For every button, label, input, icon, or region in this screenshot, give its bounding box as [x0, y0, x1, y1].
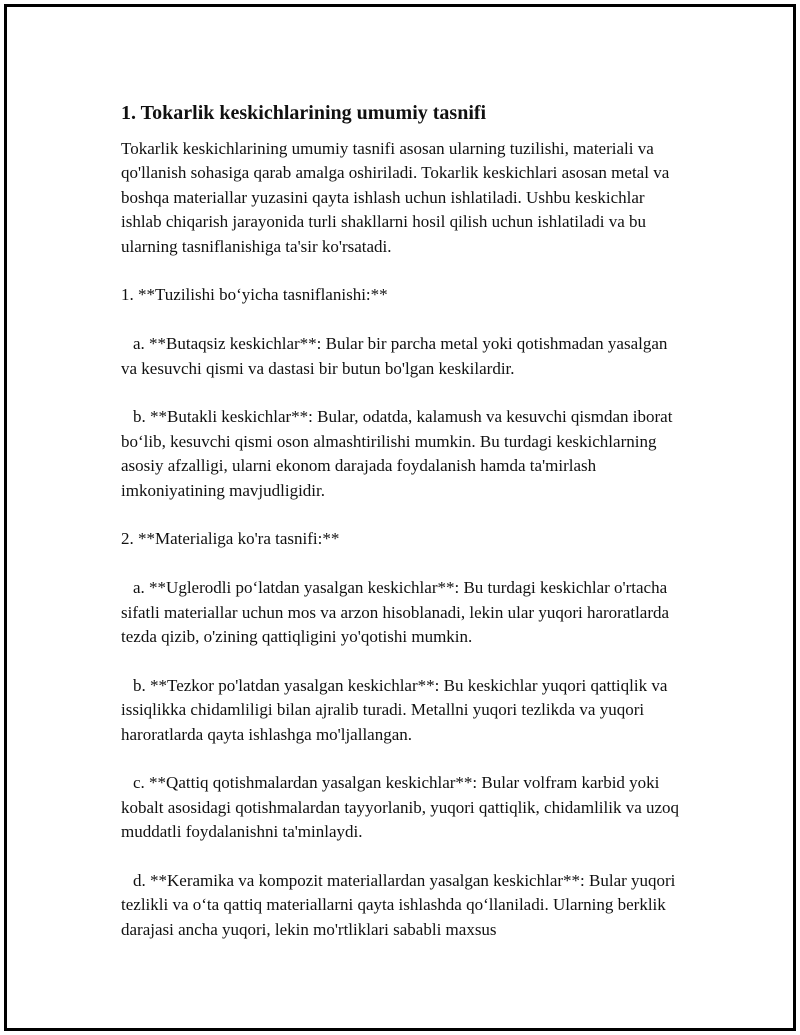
section2-item-b: b. **Tezkor po'latdan yasalgan keskichlar**: Bu keskichlar yuqori qattiqlik va issiqlikka chidamliligi bilan ajralib turadi. Metallni yuqori tezlikda va yuqori haroratlarda qayta ishlashga mo'ljallangan. — [121, 675, 668, 744]
section-heading: 1. Tokarlik keskichlarining umumiy tasnifi — [121, 102, 487, 124]
section2-item-d: d. **Keramika va kompozit materiallardan yasalgan keskichlar**: Bular yuqori tezlikli va o‘ta qattiq materiallarni qayta ishlashda qo‘llaniladi. Ularning berklik darajasi ancha yuqori, lekin mo'rtliklari sababli maxsus — [121, 871, 676, 939]
document-body — [121, 99, 681, 942]
intro-paragraph: Tokarlik keskichlarining umumiy tasnifi asosan ularning tuzilishi, materiali va qo'llanish sohasiga qarab amalga oshiriladi. Tokarlik keskichlari asosan metal va boshqa materiallar yuzasini qayta ishlash uchun ishlatiladi. Ushbu keskichlar ishlab chiqarish jarayonida turli shakllarni hosil qilish uchun ishlatiladi va bu ularning tasniflanishiga ta'sir ko'rsatadi. — [121, 139, 670, 256]
document-page — [4, 4, 796, 1031]
section2-title: 2. **Materialiga ko'ra tasnifi:** — [121, 529, 340, 549]
section1-item-b: b. **Butakli keskichlar**: Bular, odatda, kalamush va kesuvchi qismdan iborat bo‘lib, kesuvchi qismi oson almashtirilishi mumkin. Bu turdagi keskichlarning asosiy afzalligi, ularni ekonom darajada foydalanish hamda ta'mirlash imkoniyatining mavjudligidir. — [121, 407, 673, 500]
section2-item-a: a. **Uglerodli po‘latdan yasalgan keskichlar**: Bu turdagi keskichlar o'rtacha sifatli materiallar uchun mos va arzon hisoblanadi, lekin ular yuqori haroratlarda tezda qizib, o'zining qattiqligini yo'qotishi mumkin. — [121, 578, 670, 647]
section1-item-a: a. **Butaqsiz keskichlar**: Bular bir parcha metal yoki qotishmadan yasalgan va kesuvchi qismi va dastasi bir butun bo'lgan keskilardir. — [121, 334, 668, 378]
section1-title: 1. **Tuzilishi bo‘yicha tasniflanishi:** — [121, 285, 388, 305]
section2-item-c: c. **Qattiq qotishmalardan yasalgan keskichlar**: Bular volfram karbid yoki kobalt asosidagi qotishmalardan tayyorlanib, yuqori qattiqlik, chidamlilik va uzoq muddatli foydalanishni ta'minlaydi. — [121, 773, 680, 842]
